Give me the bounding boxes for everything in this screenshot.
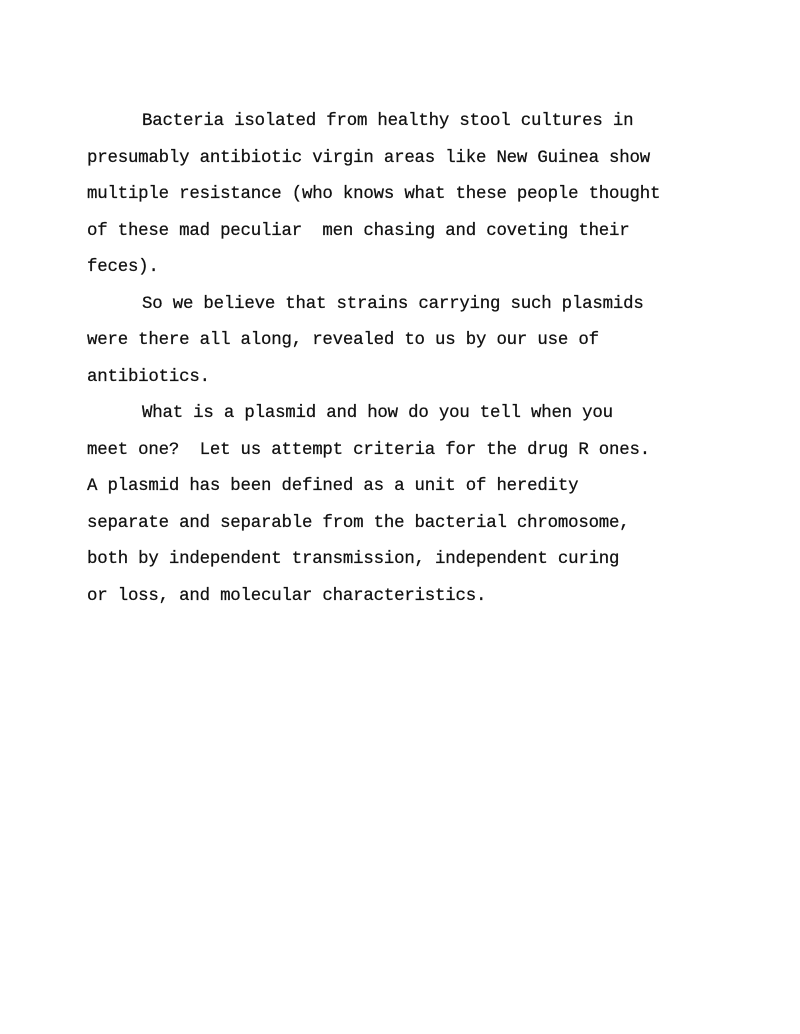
paragraph-2-line-2: were there all along, revealed to us by our use of <box>87 331 599 350</box>
paragraph-1-line-1: Bacteria isolated from healthy stool cultures in <box>142 112 634 131</box>
paragraph-1-line-5: feces). <box>87 258 159 277</box>
paragraph-3-line-1: What is a plasmid and how do you tell when you <box>142 404 613 423</box>
typed-text-body <box>87 104 767 615</box>
paragraph-3-line-2: meet one? Let us attempt criteria for the drug R ones. <box>87 440 650 460</box>
paragraph-3-line-4: separate and separable from the bacterial chromosome, <box>87 513 630 533</box>
paragraph-2-line-1: So we believe that strains carrying such plasmids <box>142 294 644 314</box>
paragraph-3-line-5: both by independent transmission, independent curing <box>87 550 620 569</box>
paragraph-1-line-4: of these mad peculiar men chasing and coveting their <box>87 221 630 241</box>
paragraph-3-line-3: A plasmid has been defined as a unit of heredity <box>87 477 579 496</box>
paragraph-3-line-6: or loss, and molecular characteristics. <box>87 586 487 606</box>
paragraph-1-line-2: presumably antibiotic virgin areas like New Guinea show <box>87 148 650 168</box>
paragraph-1-line-3: multiple resistance (who knows what these people thought <box>87 185 661 204</box>
paragraph-2-line-3: antibiotics. <box>87 367 210 387</box>
